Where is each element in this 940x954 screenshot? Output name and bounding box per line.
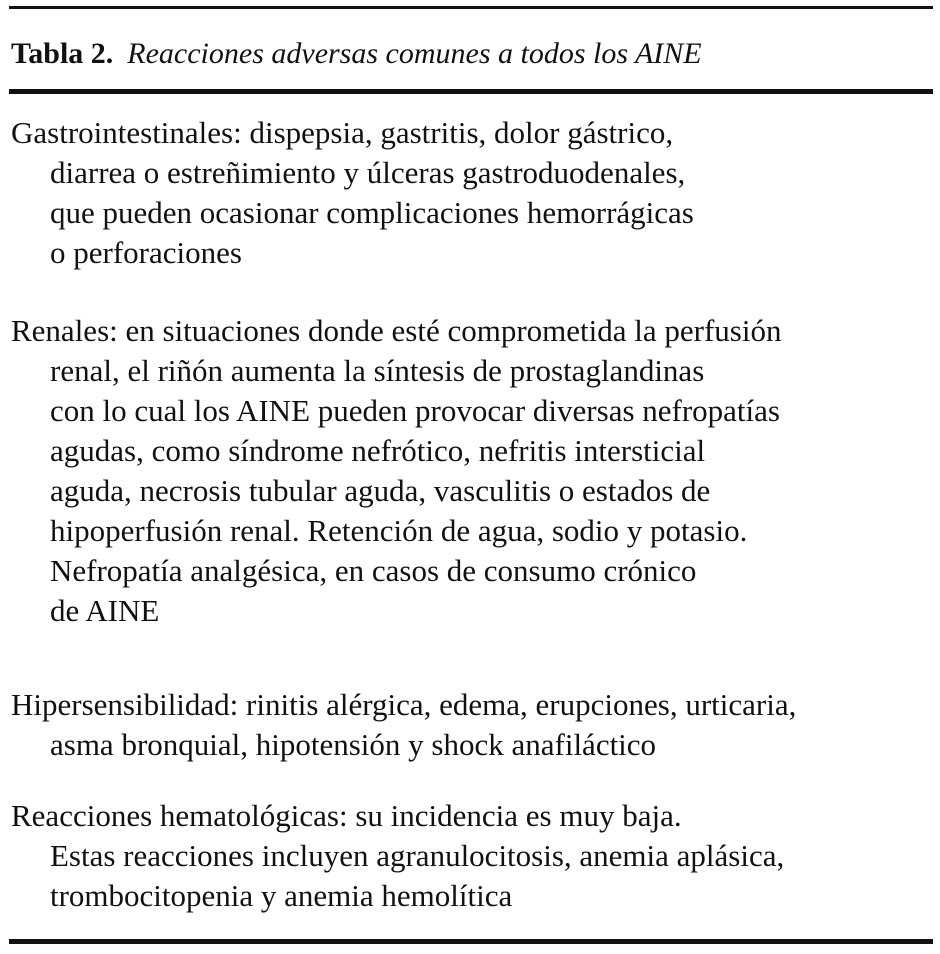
- entry-hematological: [11, 796, 784, 916]
- entry-renal: [11, 311, 781, 631]
- entry-line: diarrea o estreñimiento y úlceras gastroduodenales,: [50, 155, 686, 190]
- entry-line: Renales: en situaciones donde esté comprometida la perfusión: [11, 313, 782, 348]
- entry-line: trombocitopenia y anemia hemolítica: [50, 878, 513, 913]
- entry-line: Reacciones hematológicas: su incidencia es muy baja.: [11, 798, 682, 833]
- table-title: Reacciones adversas comunes a todos los AINE: [127, 37, 702, 70]
- entry-hypersensitivity: [11, 685, 796, 765]
- top-rule: [9, 6, 933, 9]
- header-rule: [9, 89, 933, 94]
- entry-line: Gastrointestinales: dispepsia, gastritis, dolor gástrico,: [11, 115, 674, 150]
- entry-line: Estas reacciones incluyen agranulocitosis, anemia aplásica,: [50, 838, 785, 873]
- adverse-reactions-table: [9, 0, 933, 954]
- entry-line: que pueden ocasionar complicaciones hemorrágicas: [50, 195, 694, 230]
- entry-line: renal, el riñón aumenta la síntesis de prostaglandinas: [50, 353, 705, 388]
- table-label: Tabla 2.: [11, 37, 114, 70]
- entry-line: con lo cual los AINE pueden provocar diversas nefropatías: [50, 393, 780, 428]
- entry-line: asma bronquial, hipotensión y shock anafiláctico: [50, 727, 657, 762]
- entry-line: agudas, como síndrome nefrótico, nefritis intersticial: [50, 433, 706, 468]
- entry-line: Hipersensibilidad: rinitis alérgica, edema, erupciones, urticaria,: [11, 687, 797, 722]
- entry-line: aguda, necrosis tubular aguda, vasculitis o estados de: [50, 473, 711, 508]
- entry-gastrointestinal: [11, 113, 694, 273]
- table-caption: [11, 34, 702, 74]
- entry-line: o perforaciones: [50, 235, 242, 270]
- entry-line: Nefropatía analgésica, en casos de consumo crónico: [50, 553, 697, 588]
- entry-line: hipoperfusión renal. Retención de agua, sodio y potasio.: [50, 513, 748, 548]
- bottom-rule: [9, 939, 933, 944]
- entry-line: de AINE: [50, 593, 160, 628]
